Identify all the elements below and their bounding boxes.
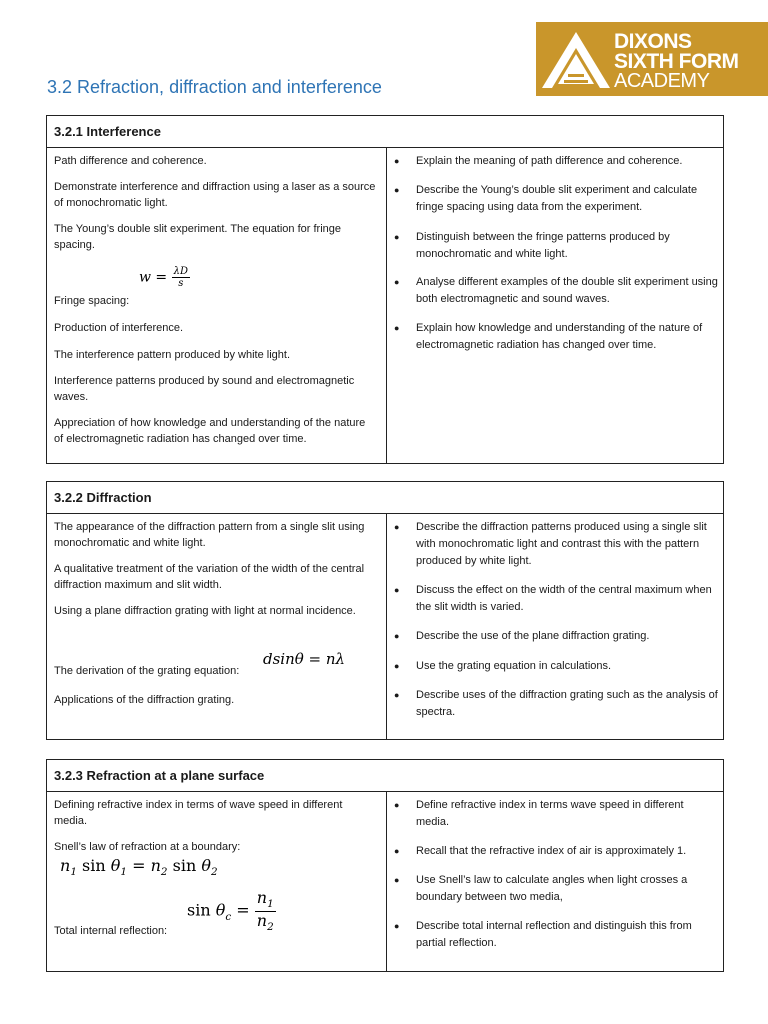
left-item: The interference pattern produced by white light. (54, 349, 291, 361)
bullet-icon: ● (394, 661, 400, 671)
critical-angle-equation: $\sin \theta_c$ = $\frac{n_1}{n_2}$ (187, 888, 274, 933)
right-item: Describe the diffraction patterns produced using a single slit with monochromatic light and contrast this with the pattern produced by white light. (416, 521, 707, 567)
bullet-icon: ● (394, 277, 400, 287)
section-heading: 3.2.3 Refraction at a plane surface (47, 760, 723, 792)
bullet-icon: ● (394, 323, 400, 333)
left-item: Path difference and coherence. (54, 155, 207, 167)
section-body (47, 792, 723, 971)
bullet-icon: ● (394, 156, 400, 166)
right-item: Describe uses of the diffraction grating such as the analysis of spectra. (416, 689, 718, 718)
bullet-icon: ● (394, 690, 400, 700)
snells-law-equation: $n_1$ $\sin \theta_1 = n_2$ $\sin \theta_2$ (60, 856, 218, 879)
left-item: A qualitative treatment of the variation of the width of the central diffraction maximum and slit width. (54, 563, 365, 591)
logo-line-2: SIXTH FORM (614, 50, 739, 73)
logo-line-1: DIXONS (614, 30, 692, 53)
right-item: Define refractive index in terms wave speed in different media. (416, 799, 684, 828)
left-item: Defining refractive index in terms of wave speed in different media. (54, 799, 343, 827)
bullet-icon: ● (394, 875, 400, 885)
right-item: Distinguish between the fringe patterns produced by monochromatic and white light. (416, 231, 670, 260)
right-item: Describe total internal reflection and distinguish this from partial reflection. (416, 920, 692, 949)
bullet-icon: ● (394, 631, 400, 641)
bullet-icon: ● (394, 522, 400, 532)
left-item: Demonstrate interference and diffraction using a laser as a source of monochromatic light. (54, 181, 376, 209)
left-item: The derivation of the grating equation: (54, 665, 240, 677)
left-item: The Young’s double slit experiment. The equation for fringe spacing. (54, 223, 342, 251)
section-diffraction (46, 481, 724, 740)
left-item: Snell’s law of refraction at a boundary: (54, 841, 241, 853)
right-item: Describe the use of the plane diffraction grating. (416, 630, 650, 642)
bullet-icon: ● (394, 800, 400, 810)
logo-line-3: ACADEMY (614, 70, 710, 92)
section-body (47, 148, 723, 463)
left-item: Fringe spacing: (54, 295, 130, 307)
section-refraction (46, 759, 724, 972)
left-item: Using a plane diffraction grating with light at normal incidence. (54, 605, 356, 617)
right-item: Analyse different examples of the double slit experiment using both electromagnetic and sound waves. (416, 276, 718, 305)
bullet-icon: ● (394, 585, 400, 595)
bullet-icon: ● (394, 846, 400, 856)
section-heading: 3.2.2 Diffraction (47, 482, 723, 514)
left-item: Interference patterns produced by sound and electromagnetic waves. (54, 375, 355, 403)
section-interference (46, 115, 724, 464)
logo-mountain-icon (540, 28, 612, 92)
right-item: Discuss the effect on the width of the central maximum when the slit width is varied. (416, 584, 712, 613)
grating-equation: dsinθ = nλ (263, 650, 346, 668)
right-item: Use the grating equation in calculations. (416, 660, 612, 672)
right-item: Recall that the refractive index of air is approximately 1. (416, 845, 687, 857)
right-item: Use Snell’s law to calculate angles when light crosses a boundary between two media, (416, 874, 688, 903)
fringe-spacing-equation: w = $\frac{\lambda D}{s}$ (139, 266, 188, 289)
right-item: Explain the meaning of path difference and coherence. (416, 155, 683, 167)
left-item: Applications of the diffraction grating. (54, 694, 235, 706)
right-item: Explain how knowledge and understanding of the nature of electromagnetic radiation has changed over time. (416, 322, 703, 351)
left-item: Total internal reflection: (54, 925, 168, 937)
bullet-icon: ● (394, 232, 400, 242)
section-body (47, 514, 723, 739)
page-title: 3.2 Refraction, diffraction and interference (47, 77, 382, 97)
section-heading: 3.2.1 Interference (47, 116, 723, 148)
left-item: Production of interference. (54, 322, 184, 334)
left-item: The appearance of the diffraction pattern from a single slit using monochromatic and white light. (54, 521, 365, 549)
right-item: Describe the Young’s double slit experiment and calculate fringe spacing using data from the experiment. (416, 184, 698, 213)
left-item: Appreciation of how knowledge and understanding of the nature of electromagnetic radiation has changed over time. (54, 417, 366, 445)
dixons-logo (536, 22, 768, 96)
bullet-icon: ● (394, 185, 400, 195)
bullet-icon: ● (394, 921, 400, 931)
